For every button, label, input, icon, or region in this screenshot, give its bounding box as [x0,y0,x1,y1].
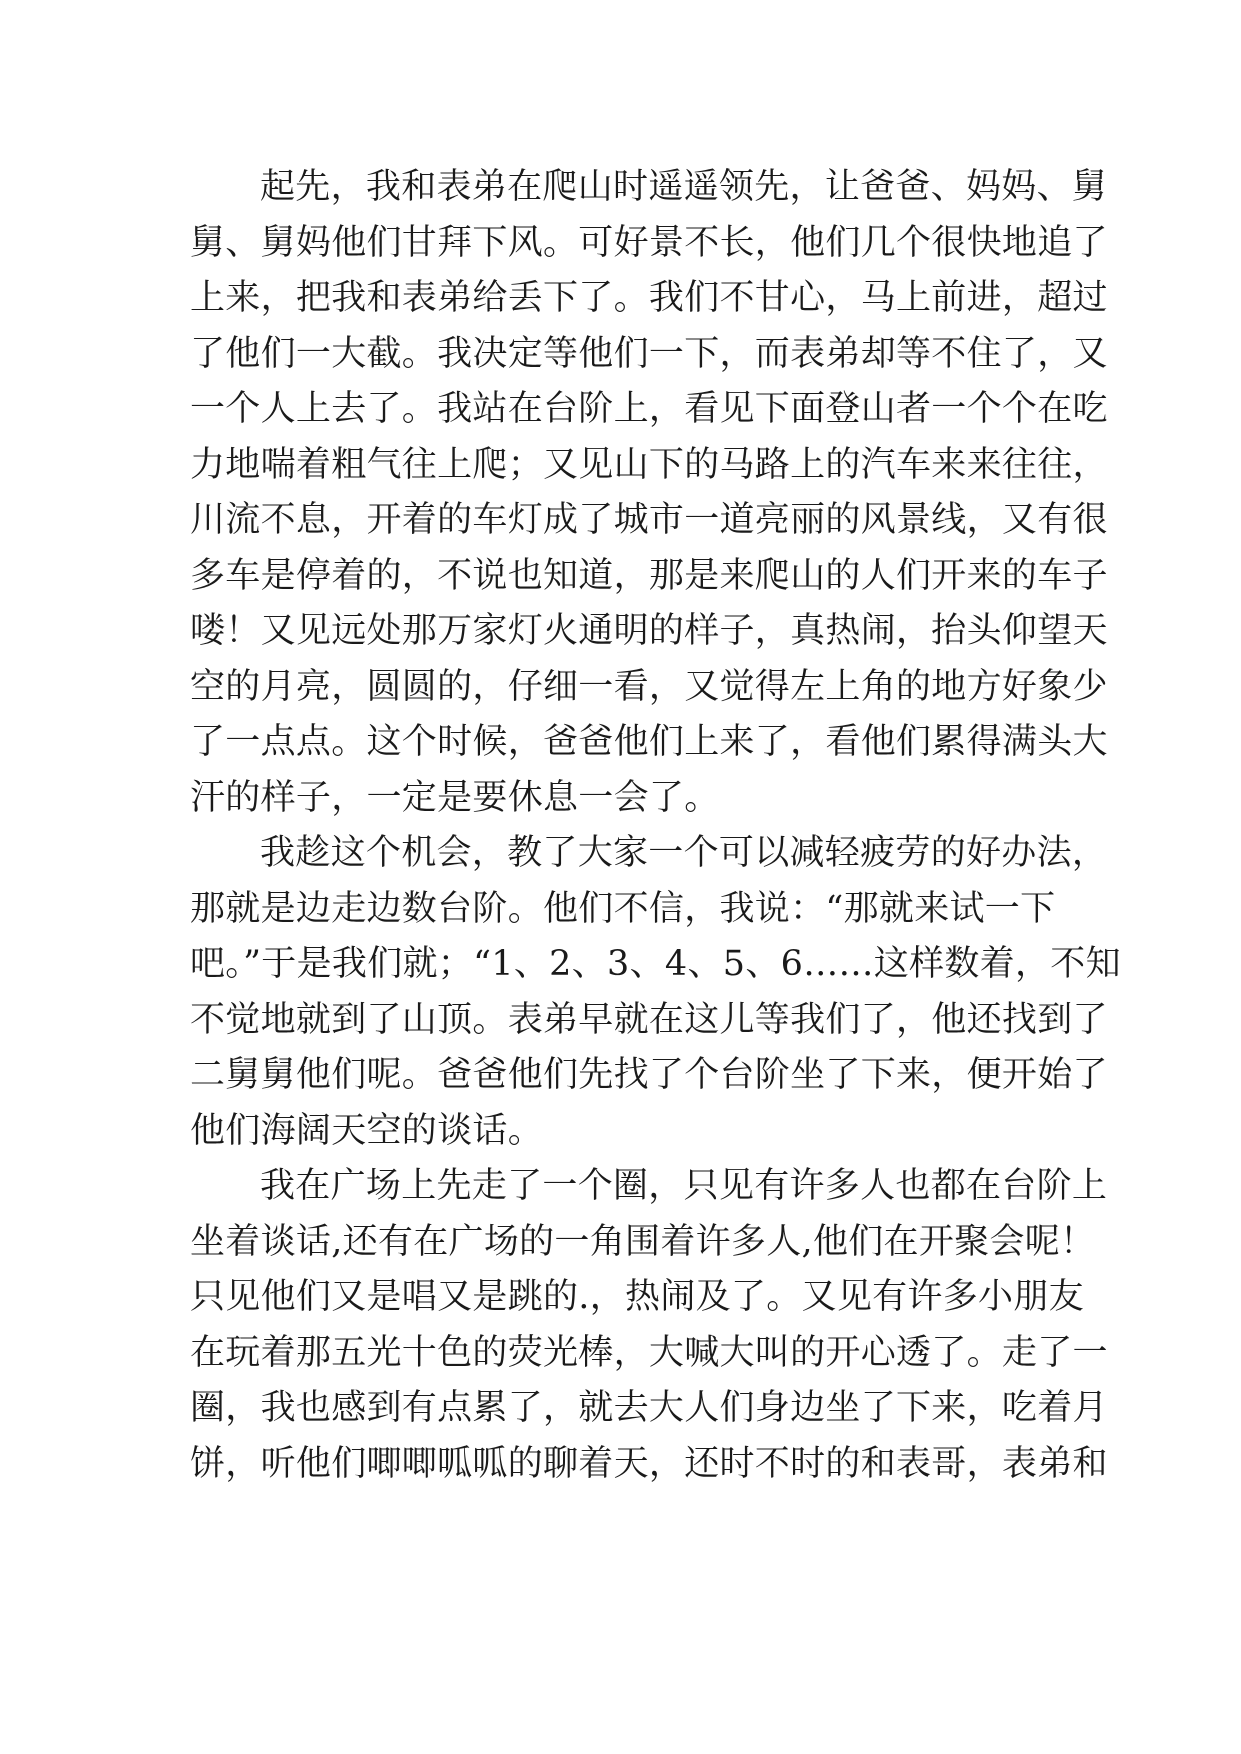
paragraph-line: 喽！又见远处那万家灯火通明的样子，真热闹，抬头仰望天 [190,611,1108,651]
paragraph-line: 空的月亮，圆圆的，仔细一看，又觉得左上角的地方好象少 [190,666,1108,707]
paragraph-line: 圈，我也感到有点累了，就去大人们身边坐了下来，吃着月 [190,1388,1108,1428]
paragraph-line: 他们海阔天空的谈话。 [190,1110,544,1151]
paragraph-line: 汗的样子，一定是要休息一会了。 [190,777,720,818]
paragraph-line: 一个人上去了。我站在台阶上，看见下面登山者一个个在吃 [190,389,1108,429]
paragraph-line: 二舅舅他们呢。爸爸他们先找了个台阶坐了下来，便开始了 [190,1055,1108,1095]
paragraph-line: 力地喘着粗气往上爬；又见山下的马路上的汽车来来往往， [190,444,1108,485]
paragraph-3 [190,1159,1108,1492]
paragraph-line: 川流不息，开着的车灯成了城市一道亮丽的风景线，又有很 [190,500,1108,540]
paragraph-line: 那就是边走边数台阶。他们不信，我说：“那就来试一下 [190,888,1056,929]
paragraph-line: 坐着谈话,还有在广场的一角围着许多人,他们在开聚会呢！ [190,1221,1096,1262]
paragraph-line: 吧。”于是我们就；“1、2、3、4、5、6……这样数着，不知 [190,944,1121,984]
paragraph-line: 我趁这个机会，教了大家一个可以减轻疲劳的好办法， [260,833,1108,873]
paragraph-line: 在玩着那五光十色的荧光棒，大喊大叫的开心透了。走了一 [190,1332,1108,1373]
paragraph-line: 了他们一大截。我决定等他们一下，而表弟却等不住了，又 [190,333,1108,374]
paragraph-line: 只见他们又是唱又是跳的.，热闹及了。又见有许多小朋友 [190,1277,1084,1317]
paragraph-1 [190,160,1108,826]
paragraph-line: 多车是停着的，不说也知道，那是来爬山的人们开来的车子 [190,555,1108,596]
paragraph-line: 舅、舅妈他们甘拜下风。可好景不长，他们几个很快地追了 [190,222,1108,263]
paragraph-line: 饼，听他们唧唧呱呱的聊着天，还时不时的和表哥，表弟和 [190,1443,1108,1484]
paragraph-line: 了一点点。这个时候，爸爸他们上来了，看他们累得满头大 [190,722,1108,762]
paragraph-line: 起先，我和表弟在爬山时遥遥领先，让爸爸、妈妈、舅 [260,167,1108,207]
paragraph-line: 上来，把我和表弟给丢下了。我们不甘心，马上前进，超过 [190,278,1108,318]
paragraph-line: 不觉地就到了山顶。表弟早就在这儿等我们了，他还找到了 [190,999,1108,1040]
document-body [190,160,1121,1492]
paragraph-line: 我在广场上先走了一个圈，只见有许多人也都在台阶上 [260,1166,1108,1206]
paragraph-2 [190,826,1121,1159]
